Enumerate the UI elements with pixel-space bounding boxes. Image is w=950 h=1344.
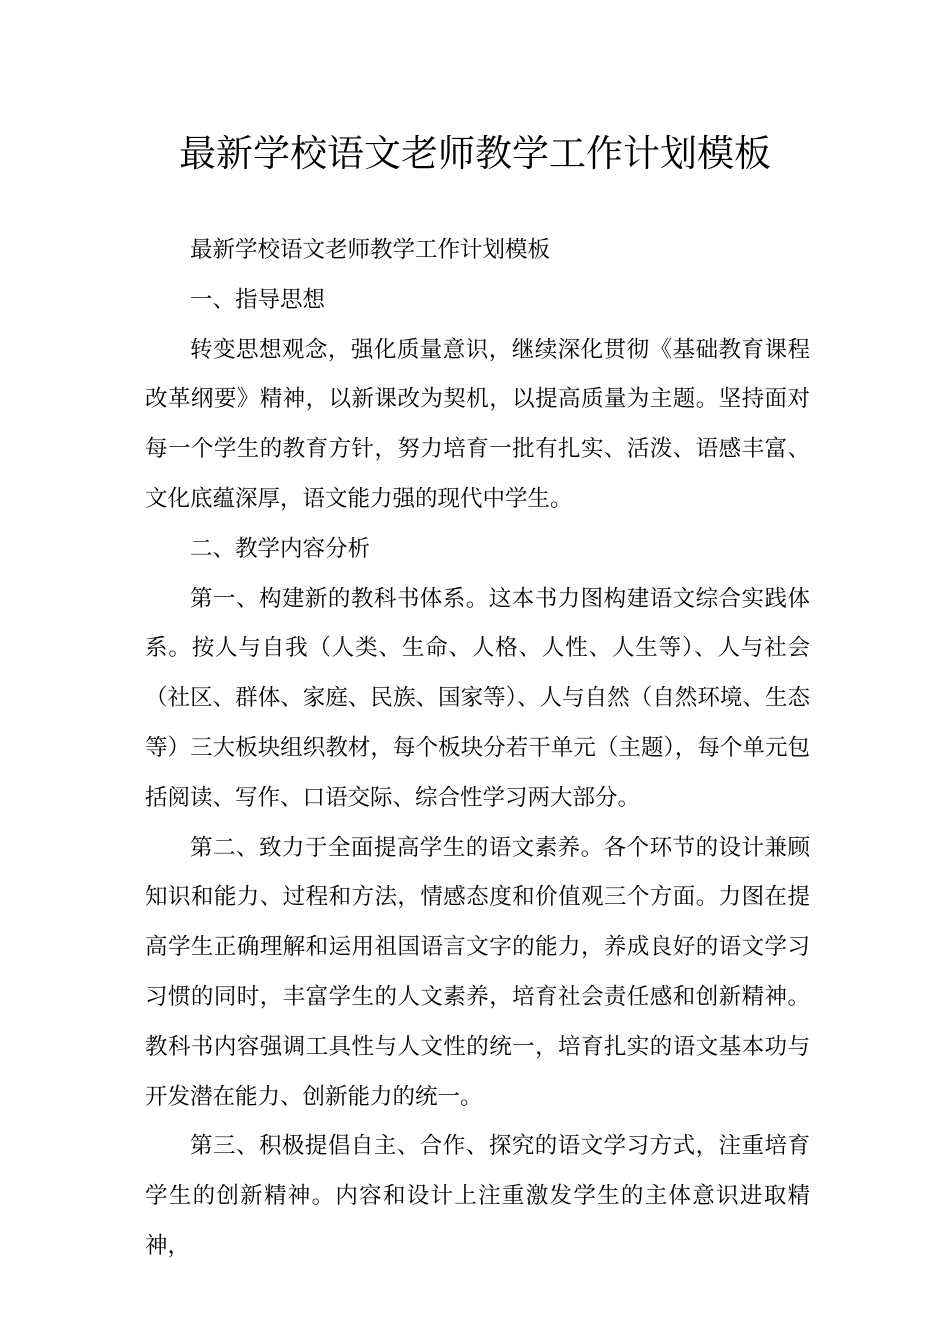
paragraph-subtitle: 最新学校语文老师教学工作计划模板	[190, 237, 551, 263]
paragraph-second-point: 第二、致力于全面提高学生的语文素养。各个环节的设计兼顾知识和能力、过程和方法，情感态度和价值观三个方面。力图在提高学生正确理解和运用祖国语言文字的能力，养成良好的语文学习习惯的同时，丰富学生的人文素养，培育社会责任感和创新精神。教科书内容强调工具性与人文性的统一，培育扎实的语文基本功与开发潜在能力、创新能力的统一。	[145, 834, 810, 1110]
document-title: 最新学校语文老师教学工作计划模板	[179, 132, 771, 175]
document-body	[145, 226, 810, 1272]
paragraph-first-point: 第一、构建新的教科书体系。这本书力图构建语文综合实践体系。按人与自我（人类、生命、人格、人性、人生等）、人与社会（社区、群体、家庭、民族、国家等）、人与自然（自然环境、生态等）三大板块组织教材，每个板块分若干单元（主题），每个单元包括阅读、写作、口语交际、综合性学习两大部分。	[145, 585, 810, 811]
paragraph-third-point: 第三、积极提倡自主、合作、探究的语文学习方式，注重培育学生的创新精神。内容和设计上注重激发学生的主体意识进取精神，	[145, 1133, 810, 1259]
paragraph-guiding-ideology: 转变思想观念，强化质量意识，继续深化贯彻《基础教育课程改革纲要》精神，以新课改为契机，以提高质量为主题。坚持面对每一个学生的教育方针，努力培育一批有扎实、活泼、语感丰富、文化底蕴深厚，语文能力强的现代中学生。	[145, 336, 810, 512]
section-heading-guiding-ideology: 一、指导思想	[190, 286, 326, 313]
section-heading-content-analysis: 二、教学内容分析	[190, 535, 371, 562]
